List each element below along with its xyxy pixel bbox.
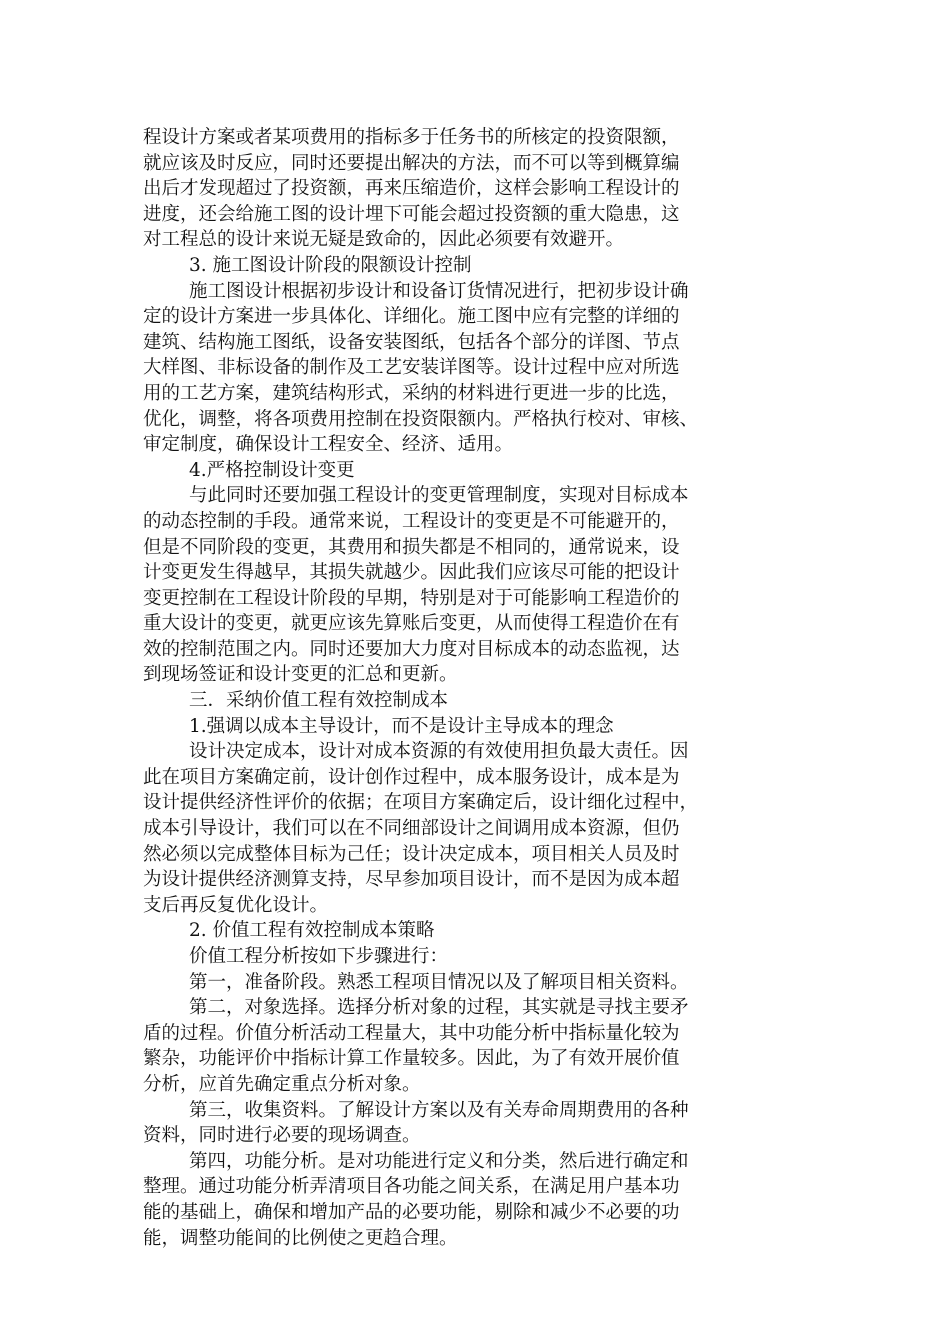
text-line: 整理。通过功能分析弄清项目各功能之间关系，在满足用户基本功	[143, 1176, 680, 1198]
text-line: 就应该及时反应，同时还要提出解决的方法，而不可以等到概算编	[143, 152, 680, 174]
text-line: 优化，调整，将各项费用控制在投资限额内。严格执行校对、审核、	[143, 408, 699, 430]
text-line: 盾的过程。价值分析活动工程量大，其中功能分析中指标量化较为	[143, 1022, 680, 1044]
text-line: 用的工艺方案，建筑结构形式，采纳的材料进行更进一步的比选，	[143, 382, 680, 404]
text-line: 第三，收集资料。了解设计方案以及有关寿命周期费用的各种	[189, 1099, 689, 1121]
text-line: 2. 价值工程有效控制成本策略	[189, 920, 435, 942]
text-line: 此在项目方案确定前，设计创作过程中，成本服务设计，成本是为	[143, 766, 680, 788]
text-line: 设计决定成本，设计对成本资源的有效使用担负最大责任。因	[189, 741, 689, 763]
text-line: 大样图、非标设备的制作及工艺安装详图等。设计过程中应对所选	[143, 357, 680, 379]
text-line: 到现场签证和设计变更的汇总和更新。	[143, 664, 458, 686]
text-line: 效的控制范围之内。同时还要加大力度对目标成本的动态监视，达	[143, 638, 680, 660]
text-line: 能，调整功能间的比例使之更趋合理。	[143, 1227, 458, 1249]
text-line: 建筑、结构施工图纸，设备安装图纸，包括各个部分的详图、节点	[143, 331, 680, 353]
text-line: 设计提供经济性评价的依据；在项目方案确定后，设计细化过程中，	[143, 792, 699, 814]
text-line: 分析，应首先确定重点分析对象。	[143, 1073, 421, 1095]
text-line: 4.严格控制设计变更	[189, 459, 355, 481]
text-line: 1.强调以成本主导设计，而不是设计主导成本的理念	[189, 715, 614, 737]
text-line: 审定制度，确保设计工程安全、经济、适用。	[143, 434, 514, 456]
text-line: 为设计提供经济测算支持，尽早参加项目设计，而不是因为成本超	[143, 869, 680, 891]
document-body	[143, 125, 813, 1251]
text-line: 能的基础上，确保和增加产品的必要功能，剔除和减少不必要的功	[143, 1201, 680, 1223]
text-line: 三．采纳价值工程有效控制成本	[189, 690, 449, 712]
text-line: 变更控制在工程设计阶段的早期，特别是对于可能影响工程造价的	[143, 587, 680, 609]
text-line: 第一，准备阶段。熟悉工程项目情况以及了解项目相关资料。	[189, 971, 689, 993]
text-line: 重大设计的变更，就更应该先算账后变更，从而使得工程造价在有	[143, 613, 680, 635]
text-line: 施工图设计根据初步设计和设备订货情况进行，把初步设计确	[189, 280, 689, 302]
text-line: 资料，同时进行必要的现场调查。	[143, 1125, 421, 1147]
text-line: 成本引导设计，我们可以在不同细部设计之间调用成本资源，但仍	[143, 818, 680, 840]
text-line: 与此同时还要加强工程设计的变更管理制度，实现对目标成本	[189, 485, 689, 507]
text-line: 进度，还会给施工图的设计埋下可能会超过投资额的重大隐患，这	[143, 203, 680, 225]
text-line: 价值工程分析按如下步骤进行：	[189, 946, 449, 967]
text-line: 但是不同阶段的变更，其费用和损失都是不相同的，通常说来，设	[143, 536, 680, 558]
text-line: 第四，功能分析。是对功能进行定义和分类，然后进行确定和	[189, 1150, 689, 1172]
text-line: 第二，对象选择。选择分析对象的过程，其实就是寻找主要矛	[189, 997, 689, 1019]
text-line: 繁杂，功能评价中指标计算工作量较多。因此，为了有效开展价值	[143, 1048, 680, 1070]
text-line: 出后才发现超过了投资额，再来压缩造价，这样会影响工程设计的	[143, 178, 680, 200]
text-line: 支后再反复优化设计。	[143, 894, 329, 916]
text-line: 程设计方案或者某项费用的指标多于任务书的所核定的投资限额，	[143, 127, 680, 148]
text-line: 然必须以完成整体目标为己任；设计决定成本，项目相关人员及时	[143, 843, 680, 865]
text-line: 定的设计方案进一步具体化、详细化。施工图中应有完整的详细的	[143, 306, 680, 328]
text-line: 的动态控制的手段。通常来说，工程设计的变更是不可能避开的，	[143, 510, 680, 532]
text-line: 3. 施工图设计阶段的限额设计控制	[189, 254, 472, 276]
text-line: 对工程总的设计来说无疑是致命的，因此必须要有效避开。	[143, 229, 625, 251]
text-line: 计变更发生得越早，其损失就越少。因此我们应该尽可能的把设计	[143, 562, 680, 584]
